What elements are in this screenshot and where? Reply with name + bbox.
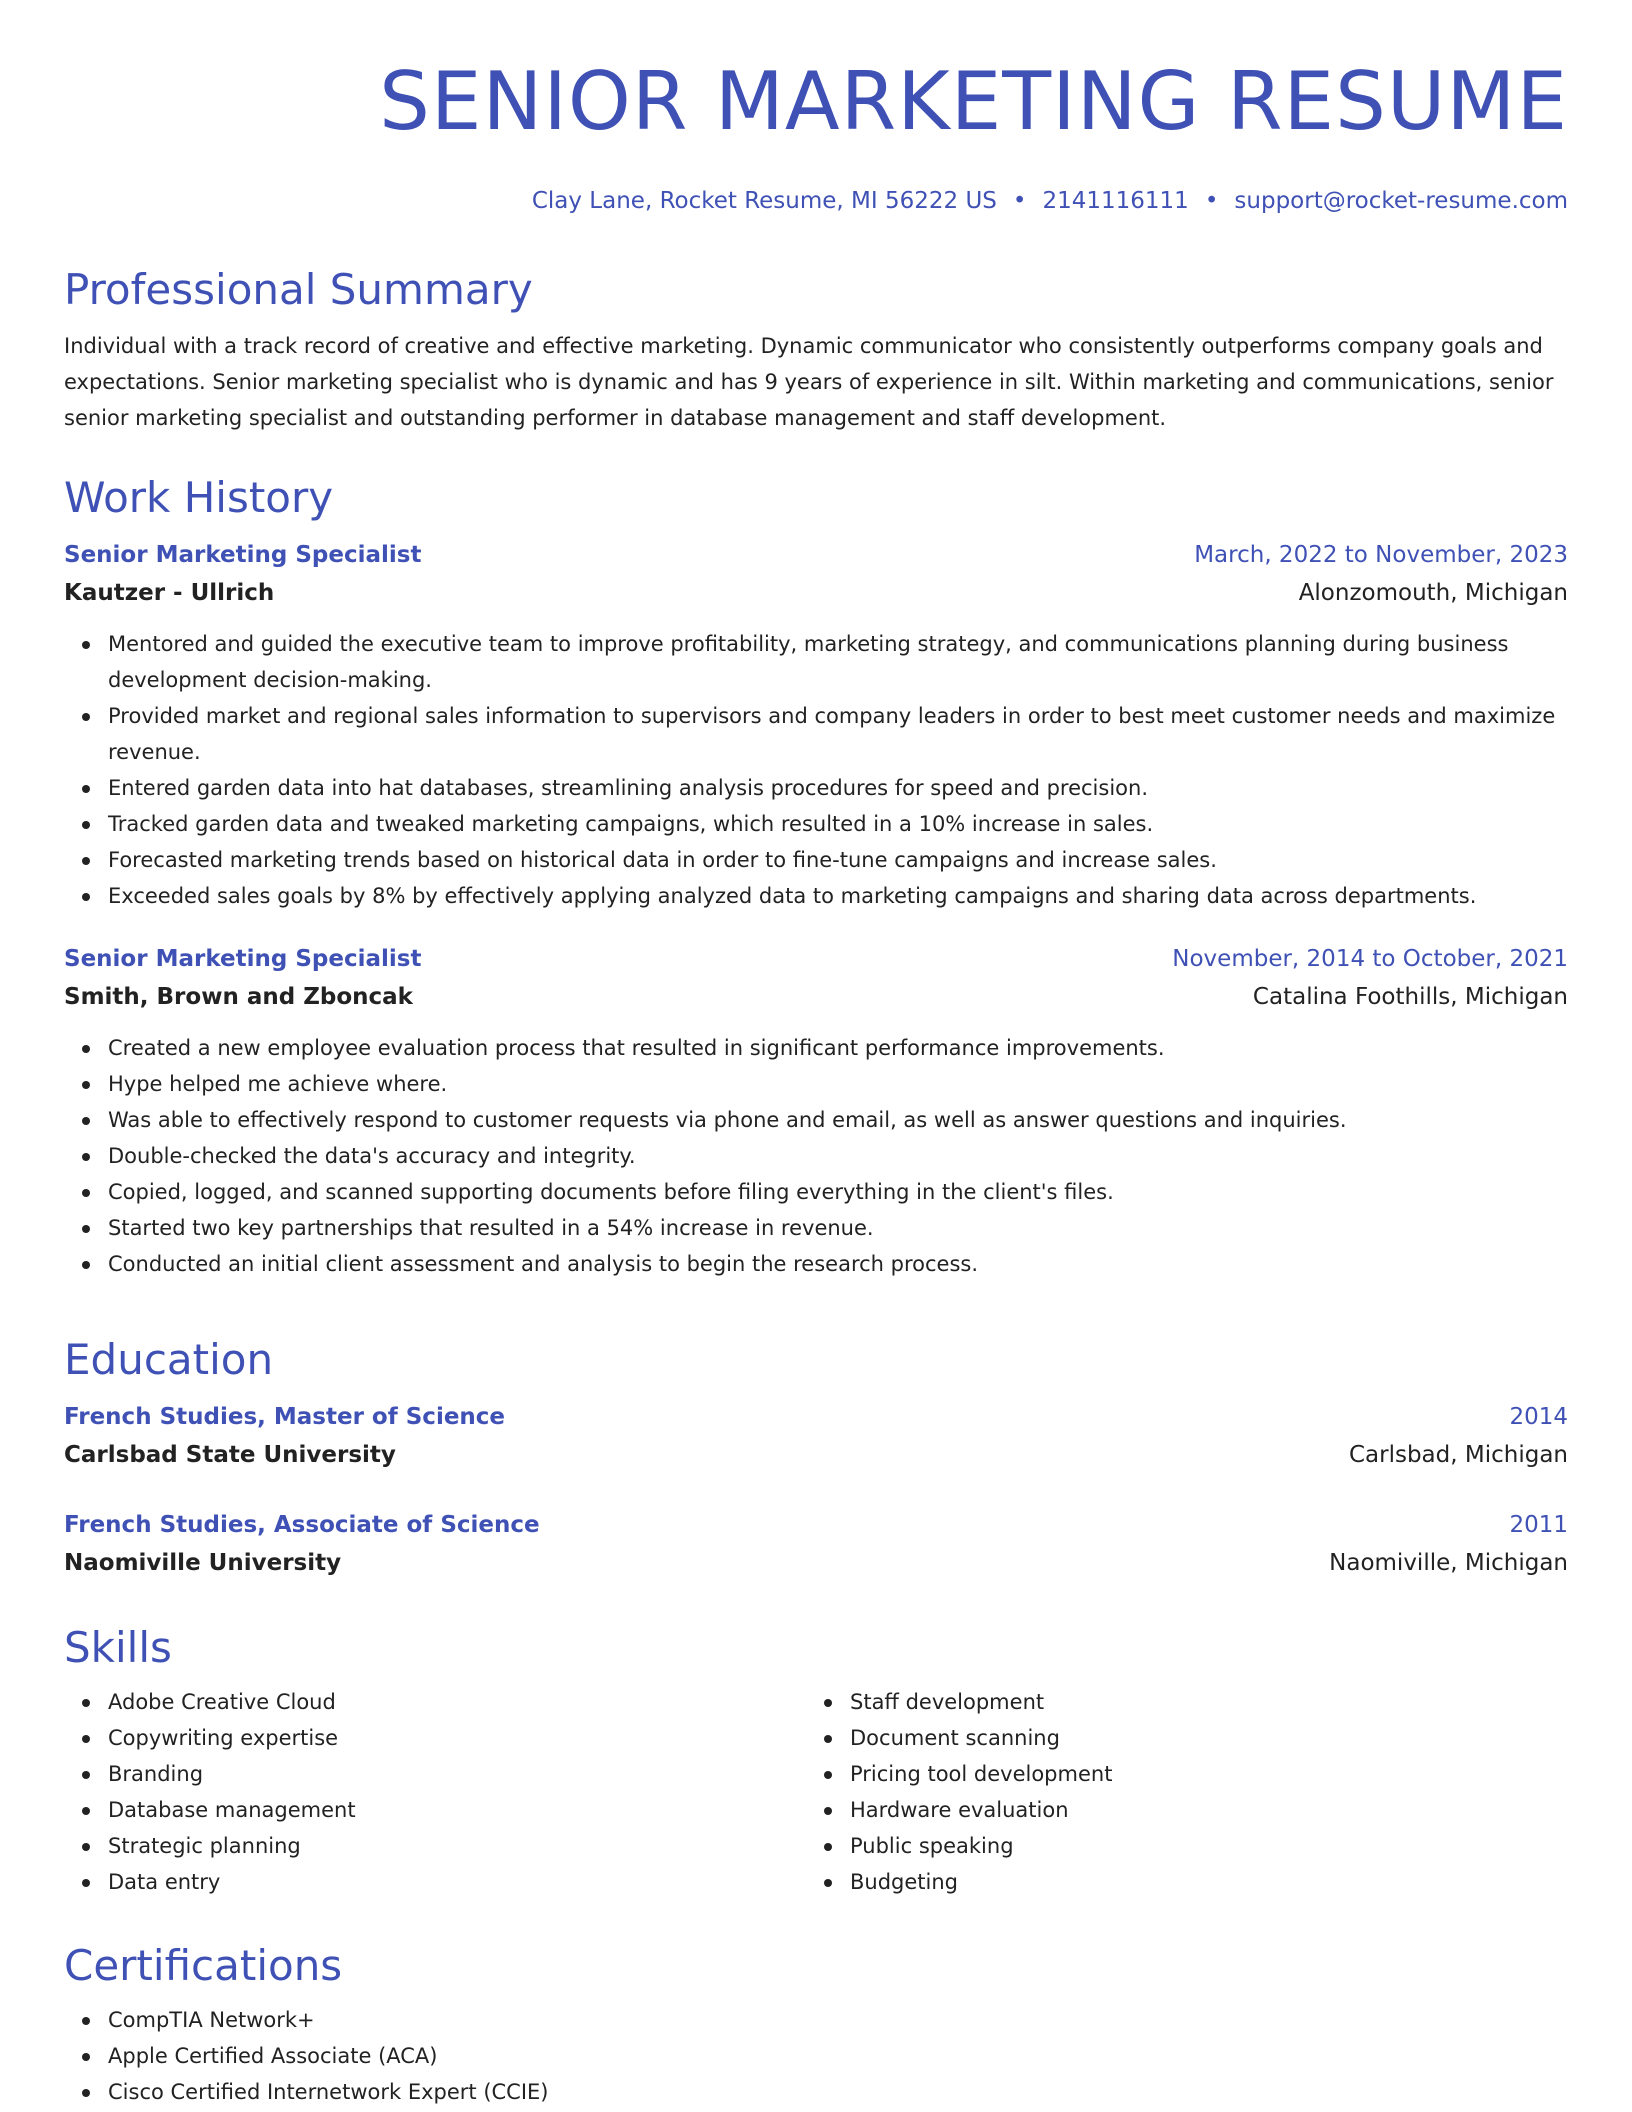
skill-item: Strategic planning (108, 1828, 806, 1864)
job-dates: November, 2014 to October, 2021 (1172, 946, 1568, 972)
contact-email: support@rocket-resume.com (1234, 188, 1568, 214)
resume-page (64, 0, 1568, 2104)
section-heading-education: Education (64, 1335, 274, 1384)
skill-item: Database management (108, 1792, 806, 1828)
contact-phone: 2141116111 (1042, 188, 1189, 214)
skill-item: Copywriting expertise (108, 1720, 806, 1756)
resume-header (64, 0, 1568, 216)
skills-column-left (64, 1684, 806, 1900)
job-bullets (64, 1030, 1568, 1282)
education-school: Naomiville University (64, 1550, 342, 1576)
skill-item: Budgeting (850, 1864, 1548, 1900)
certifications-list (64, 2002, 1568, 2110)
job-bullet: Copied, logged, and scanned supporting documents before filing everything in the client's files. (108, 1174, 1568, 1210)
education-entry (64, 1398, 1568, 1474)
skills-columns (64, 1684, 1568, 1900)
job-bullet: Hype helped me achieve where. (108, 1066, 1568, 1102)
skill-item: Data entry (108, 1864, 806, 1900)
education-degree: French Studies, Master of Science (64, 1404, 506, 1430)
section-heading-work: Work History (64, 473, 334, 522)
job-bullet: Forecasted marketing trends based on historical data in order to fine-tune campaigns and increase sales. (108, 842, 1568, 878)
skills-section (64, 1622, 1568, 1900)
job-title: Senior Marketing Specialist (64, 542, 422, 568)
professional-summary-section (64, 264, 1568, 436)
skills-column-right (806, 1684, 1548, 1900)
job-bullet: Conducted an initial client assessment and analysis to begin the research process. (108, 1246, 1568, 1282)
job-company: Smith, Brown and Zboncak (64, 984, 413, 1010)
skill-item: Hardware evaluation (850, 1792, 1548, 1828)
job-entry (64, 536, 1568, 914)
education-year: 2014 (1509, 1404, 1568, 1430)
job-bullet: Double-checked the data's accuracy and integrity. (108, 1138, 1568, 1174)
job-bullet: Created a new employee evaluation process that resulted in significant performance improvements. (108, 1030, 1568, 1066)
skill-item: Public speaking (850, 1828, 1548, 1864)
education-location: Carlsbad, Michigan (1348, 1442, 1568, 1468)
skill-item: Branding (108, 1756, 806, 1792)
job-bullet: Entered garden data into hat databases, streamlining analysis procedures for speed and precision. (108, 770, 1568, 806)
education-location: Naomiville, Michigan (1329, 1550, 1568, 1576)
education-entry (64, 1506, 1568, 1582)
job-bullets (64, 626, 1568, 914)
education-school: Carlsbad State University (64, 1442, 396, 1468)
job-bullet: Was able to effectively respond to customer requests via phone and email, as well as answer questions and inquiries. (108, 1102, 1568, 1138)
skill-item: Pricing tool development (850, 1756, 1548, 1792)
skill-item: Document scanning (850, 1720, 1548, 1756)
job-bullet: Exceeded sales goals by 8% by effectively applying analyzed data to marketing campaigns and sharing data across departments. (108, 878, 1568, 914)
contact-address: Clay Lane, Rocket Resume, MI 56222 US (531, 188, 997, 214)
job-bullet: Tracked garden data and tweaked marketing campaigns, which resulted in a 10% increase in sales. (108, 806, 1568, 842)
job-bullet: Started two key partnerships that resulted in a 54% increase in revenue. (108, 1210, 1568, 1246)
contact-line (64, 186, 1568, 216)
skill-item: Adobe Creative Cloud (108, 1684, 806, 1720)
job-bullet: Mentored and guided the executive team to improve profitability, marketing strategy, and communications planning during business development decision-making. (108, 626, 1568, 698)
certification-item: CompTIA Network+ (108, 2002, 1568, 2038)
education-section (64, 1334, 1568, 1582)
section-heading-skills: Skills (64, 1623, 172, 1672)
certifications-section (64, 1940, 1568, 2110)
summary-text: Individual with a track record of creative and effective marketing. Dynamic communicator who consistently outperforms company goals and expectations. Senior marketing specialist who is dynamic and has 9 years of experience in silt. Within marketing and communications, senior senior marketing specialist and outstanding performer in database management and staff development. (64, 334, 1554, 430)
education-degree: French Studies, Associate of Science (64, 1512, 540, 1538)
job-location: Alonzomouth, Michigan (1298, 580, 1568, 606)
job-bullet: Provided market and regional sales information to supervisors and company leaders in order to best meet customer needs and maximize revenue. (108, 698, 1568, 770)
certification-item: Cisco Certified Internetwork Expert (CCIE) (108, 2074, 1568, 2110)
work-history-section (64, 472, 1568, 1282)
skills-list (64, 1684, 806, 1900)
education-year: 2011 (1509, 1512, 1568, 1538)
resume-title: SENIOR MARKETING RESUME (379, 55, 1568, 148)
job-title: Senior Marketing Specialist (64, 946, 422, 972)
certification-item: Apple Certified Associate (ACA) (108, 2038, 1568, 2074)
job-company: Kautzer - Ullrich (64, 580, 275, 606)
section-heading-certifications: Certifications (64, 1941, 343, 1990)
job-entry (64, 940, 1568, 1282)
skills-list (806, 1684, 1548, 1900)
skill-item: Staff development (850, 1684, 1548, 1720)
section-heading-summary: Professional Summary (64, 265, 533, 314)
contact-separator: • (1204, 188, 1219, 214)
job-location: Catalina Foothills, Michigan (1252, 984, 1568, 1010)
contact-separator: • (1012, 188, 1027, 214)
job-dates: March, 2022 to November, 2023 (1194, 542, 1568, 568)
